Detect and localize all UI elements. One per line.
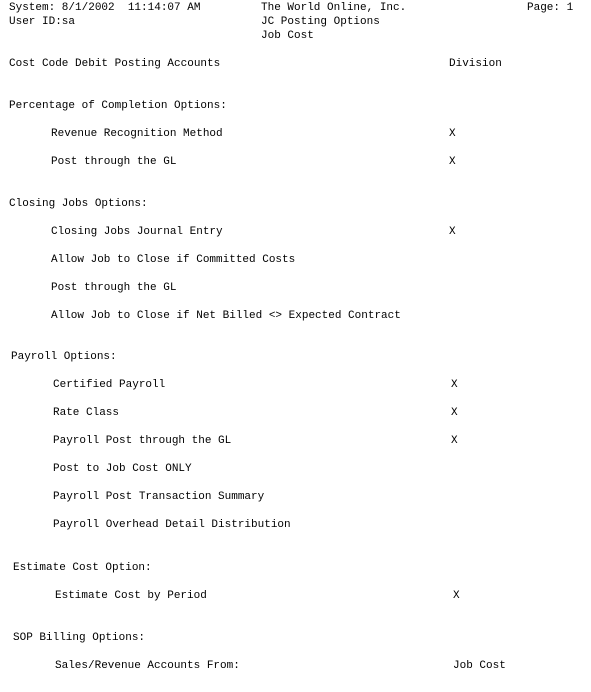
section-title: SOP Billing Options: [13,632,146,644]
option-value: Job Cost [453,660,506,672]
section-title: Percentage of Completion Options: [9,100,227,112]
section-title: Estimate Cost Option: [13,562,152,574]
cost-code-label: Cost Code Debit Posting Accounts [9,58,221,70]
option-label: Certified Payroll [53,379,166,391]
user-id: User ID:sa [9,16,76,28]
option-value: X [451,379,458,391]
option-label: Payroll Overhead Detail Distribution [53,519,291,531]
option-label: Payroll Post through the GL [53,435,232,447]
option-value: X [449,128,456,140]
report-title: JC Posting Options [261,16,380,28]
option-label: Sales/Revenue Accounts From: [55,660,240,672]
option-label: Post through the GL [51,282,177,294]
module-name: Job Cost [261,30,314,42]
company-name: The World Online, Inc. [261,2,407,14]
option-value: X [451,435,458,447]
option-label: Allow Job to Close if Net Billed <> Expected Contract [51,310,401,322]
option-value: X [453,590,460,602]
option-label: Allow Job to Close if Committed Costs [51,254,296,266]
system-datetime: System: 8/1/2002 11:14:07 AM [9,2,201,14]
option-value: X [449,226,456,238]
option-label: Payroll Post Transaction Summary [53,491,265,503]
option-value: X [451,407,458,419]
section-title: Closing Jobs Options: [9,198,148,210]
option-label: Revenue Recognition Method [51,128,223,140]
option-label: Closing Jobs Journal Entry [51,226,223,238]
cost-code-value: Division [449,58,502,70]
option-value: X [449,156,456,168]
option-label: Post through the GL [51,156,177,168]
page-number: Page: 1 [527,2,574,14]
section-title: Payroll Options: [11,351,117,363]
option-label: Post to Job Cost ONLY [53,463,192,475]
option-label: Rate Class [53,407,120,419]
option-label: Estimate Cost by Period [55,590,207,602]
